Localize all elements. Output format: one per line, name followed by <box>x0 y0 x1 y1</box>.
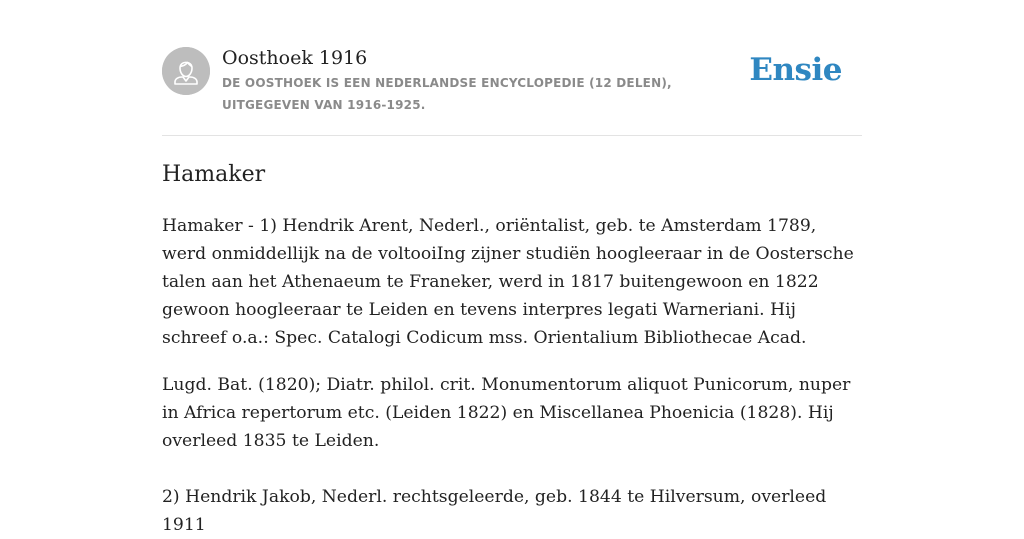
source-title[interactable]: Oosthoek 1916 <box>222 47 368 69</box>
source-header <box>162 46 862 118</box>
ensie-logo[interactable]: Ensie <box>749 52 842 88</box>
user-icon[interactable] <box>162 47 210 95</box>
article-paragraph: Lugd. Bat. (1820); Diatr. philol. crit. Monumentorum aliquot Punicorum, nuper in Africa repertorum etc. (Leiden 1822) en Miscellanea Phoenicia (1828). Hij overleed 1835 te Leiden. <box>162 375 851 451</box>
header-divider <box>162 135 862 136</box>
article-title: Hamaker <box>162 162 266 187</box>
source-description: DE OOSTHOEK IS EEN NEDERLANDSE ENCYCLOPEDIE (12 DELEN), UITGEGEVEN VAN 1916-1925. <box>222 76 672 112</box>
article-paragraph: 2) Hendrik Jakob, Nederl. rechtsgeleerde, geb. 1844 te Hilversum, overleed 1911 <box>162 487 827 535</box>
article-paragraph: Hamaker - 1) Hendrik Arent, Nederl., oriëntalist, geb. te Amsterdam 1789, werd onmiddellijk na de voltooiIng zijner studiën hoogleeraar in de Oostersche talen aan het Athenaeum te Franeker, werd in 1817 buitengewoon en 1822 gewoon hoogleeraar te Leiden en tevens interpres legati Warneriani. Hij schreef o.a.: Spec. Catalogi Codicum mss. Orientalium Bibliothecae Acad. <box>162 216 854 348</box>
